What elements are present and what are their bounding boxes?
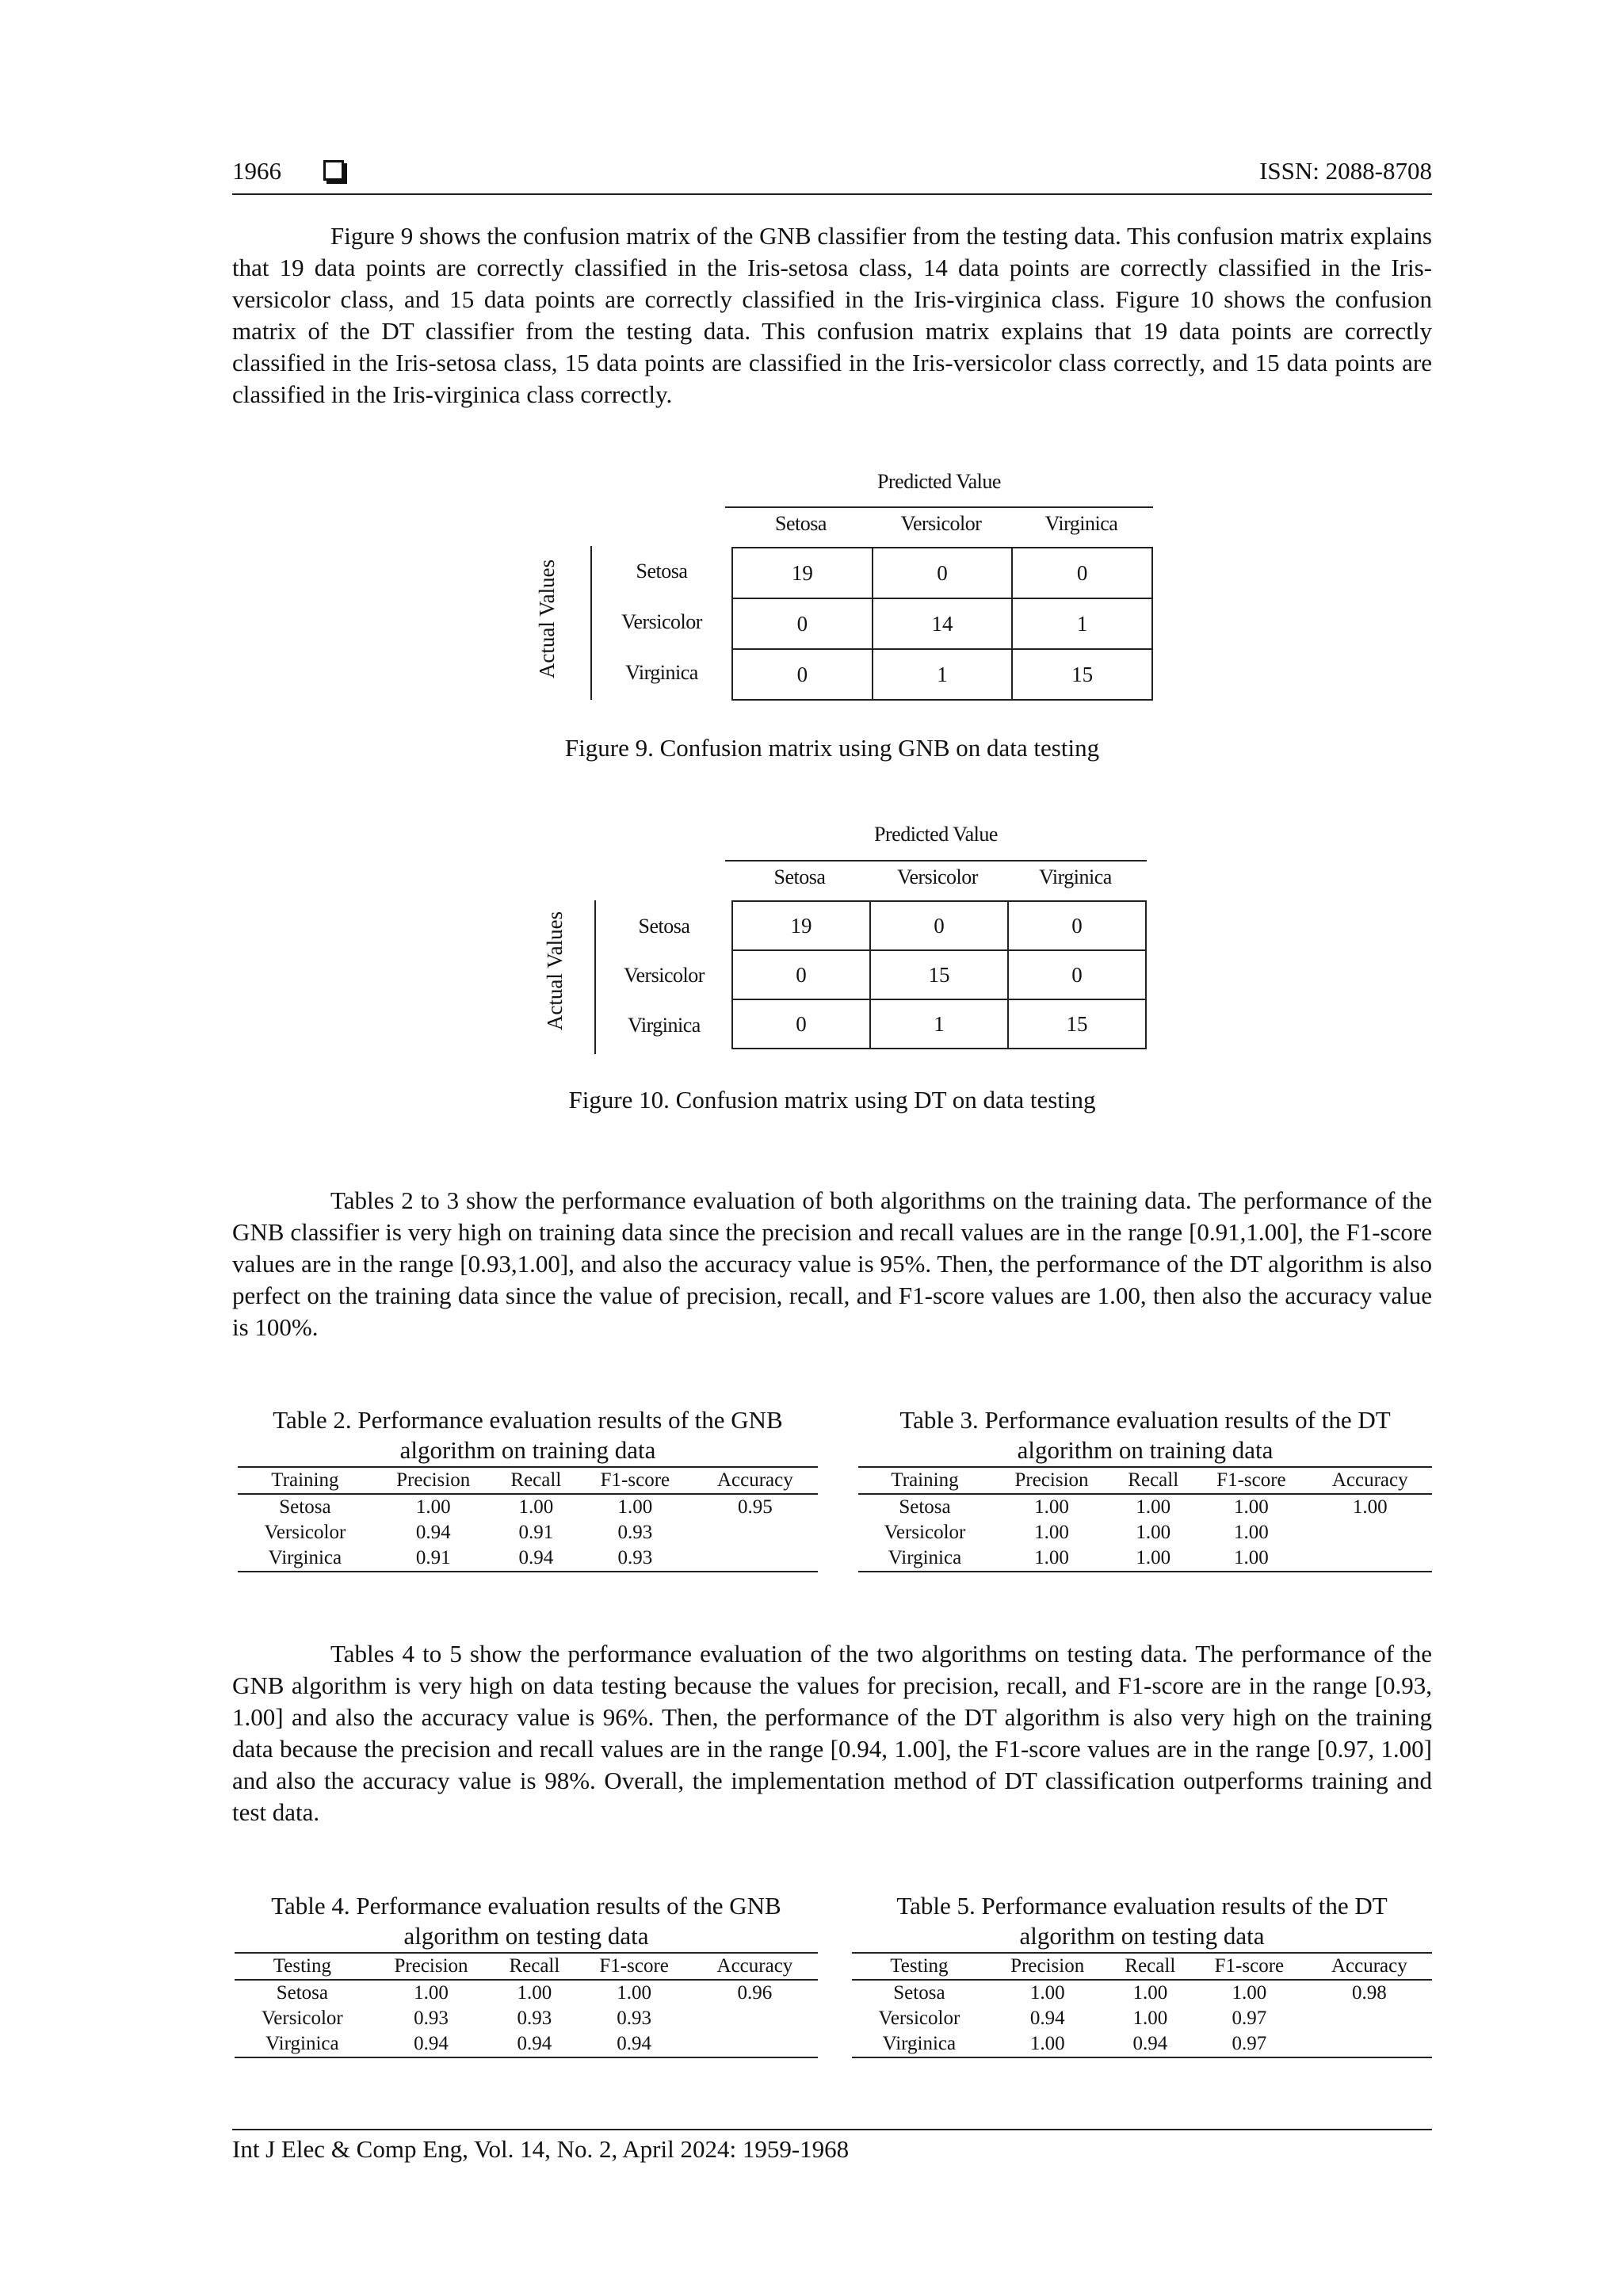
table-2 [238, 1405, 818, 1572]
table-cell: 0.94 [414, 2033, 449, 2054]
matrix-cell: 15 [1012, 649, 1152, 700]
table-row [235, 2006, 818, 2031]
table-cell [1308, 1545, 1432, 1572]
divider [725, 860, 1147, 861]
matrix-cell: 1 [870, 999, 1008, 1049]
predicted-value-label: Predicted Value [877, 470, 1001, 493]
actual-values-label: Actual Values [535, 559, 559, 679]
table-cell [1307, 2006, 1432, 2031]
page-footer [232, 2129, 1432, 2164]
journal-citation: Int J Elec & Comp Eng, Vol. 14, No. 2, April 2024: 1959-1968 [232, 2135, 850, 2163]
table-cell: Versicolor [878, 2008, 960, 2029]
table-cell: 1.00 [1029, 2033, 1065, 2054]
matrix-cell: 15 [870, 950, 1008, 999]
paragraph-3: Tables 4 to 5 show the performance evaluation of the two algorithms on testing data. The performance of the GNB algorithm is very high on data testing because the values for precision, recall, and F1-score are in the range [0.93, 1.00] and also the accuracy value is 96%. Then, the performance of the DT algorithm is also very high on the training data because the precision and recall values are in the range [0.94, 1.00], the F1-score values are in the range [0.97, 1.00] and also the accuracy value is 98%. Overall, the implementation method of DT classification outperforms training and test data. [232, 1640, 1432, 1826]
column-header: Testing [890, 1955, 949, 1977]
divider [590, 546, 592, 700]
table-5 [852, 1891, 1432, 2058]
results-table [852, 1952, 1432, 2058]
table-cell: 1.00 [415, 1496, 451, 1518]
table-cell: 0.93 [517, 2008, 552, 2029]
paragraph-2: Tables 2 to 3 show the performance evaluation of both algorithms on the training data. The performance of the GNB classifier is very high on training data since the precision and recall values are in the range [0.91,1.00], the F1-score values are in the range [0.93,1.00], and also the accuracy value is 95%. Then, the performance of the DT algorithm is also perfect on the training data since the value of precision, recall, and F1-score values are 1.00, then also the accuracy value is 100%. [232, 1186, 1432, 1341]
matrix-cell: 1 [1012, 598, 1152, 649]
column-header: F1-score [599, 1955, 669, 1977]
table-cell: Versicolor [884, 1522, 966, 1543]
page-number: 1966 [232, 157, 281, 185]
table-cell: 0.94 [1132, 2033, 1168, 2054]
page-header [232, 155, 1432, 195]
table-cell: 1.00 [414, 1982, 449, 2004]
table-cell: 1.00 [1034, 1496, 1069, 1518]
table-cell: 1.00 [1136, 1496, 1171, 1518]
table-cell: 1.00 [1132, 1982, 1168, 2004]
col-header: Versicolor [897, 865, 978, 888]
table-cell [693, 1520, 818, 1545]
table-cell: 1.00 [617, 1496, 653, 1518]
table-row [235, 1980, 818, 2006]
actual-values-label: Actual Values [543, 911, 567, 1031]
table-cell: Setosa [899, 1496, 951, 1518]
square-bullet-icon [323, 160, 344, 181]
divider [725, 506, 1153, 508]
table-cell: Versicolor [261, 2008, 343, 2029]
table-4 [235, 1891, 818, 2058]
table-cell: 1.00 [518, 1496, 554, 1518]
table-cell [693, 1545, 818, 1572]
table-cell: 0.97 [1232, 2008, 1267, 2029]
divider [594, 900, 596, 1054]
table-row [238, 1545, 818, 1572]
predicted-value-label: Predicted Value [874, 823, 998, 846]
matrix-grid [731, 547, 1153, 701]
col-header: Versicolor [900, 512, 982, 535]
column-header: Accuracy [1331, 1469, 1408, 1491]
matrix-cell: 15 [1008, 999, 1146, 1049]
table-cell: Setosa [276, 1982, 328, 2004]
column-header: F1-score [600, 1469, 670, 1491]
table-row [858, 1545, 1432, 1572]
table-row [858, 1494, 1432, 1520]
column-header: Precision [394, 1955, 468, 1977]
table-cell: 0.91 [518, 1522, 554, 1543]
table-cell: 0.94 [617, 2033, 652, 2054]
row-header: Versicolor [624, 964, 705, 987]
column-header: Accuracy [716, 1955, 793, 1977]
results-table [235, 1952, 818, 2058]
column-header: Training [271, 1469, 339, 1491]
table-row [858, 1520, 1432, 1545]
table-caption: Table 4. Performance evaluation results of the GNB algorithm on testing data [271, 1892, 781, 1950]
table-cell [1307, 2031, 1432, 2057]
col-header: Setosa [775, 512, 827, 535]
paragraph-1: Figure 9 shows the confusion matrix of the GNB classifier from the testing data. This confusion matrix explains that 19 data points are correctly classified in the Iris-setosa class, 14 data points are correctly classified in the Iris-versicolor class, and 15 data points are correctly classified in the Iris-virginica class. Figure 10 shows the confusion matrix of the DT classifier from the testing data. This confusion matrix explains that 19 data points are correctly classified in the Iris-setosa class, 15 data points are classified in the Iris-versicolor class correctly, and 15 data points are classified in the Iris-virginica class correctly. [232, 222, 1432, 408]
column-header: Recall [510, 1469, 562, 1491]
table-cell: 1.00 [617, 1982, 652, 2004]
table-cell: 1.00 [1234, 1496, 1269, 1518]
column-header: Testing [273, 1955, 331, 1977]
table-cell: 1.00 [517, 1982, 552, 2004]
table-cell: 0.93 [617, 2008, 652, 2029]
table-row [852, 2031, 1432, 2057]
row-header: Setosa [636, 560, 688, 583]
table-cell: Setosa [279, 1496, 331, 1518]
column-header: Precision [1014, 1469, 1089, 1491]
table-cell: 1.00 [1132, 2008, 1168, 2029]
table-cell: 0.94 [1029, 2008, 1065, 2029]
column-header: Accuracy [1331, 1955, 1407, 1977]
column-header: Accuracy [716, 1469, 793, 1491]
row-header: Virginica [625, 661, 698, 684]
column-header: Precision [396, 1469, 471, 1491]
table-cell [692, 2031, 818, 2057]
table-cell: 0.94 [415, 1522, 451, 1543]
table-cell: 1.00 [1029, 1982, 1065, 2004]
table-cell: 0.94 [517, 2033, 552, 2054]
matrix-cell: 0 [1008, 950, 1146, 999]
table-row [852, 1980, 1432, 2006]
table-cell: 1.00 [1232, 1982, 1267, 2004]
table-cell: 1.00 [1234, 1547, 1269, 1568]
column-header: F1-score [1214, 1955, 1285, 1977]
table-cell: 1.00 [1034, 1547, 1069, 1568]
matrix-cell: 0 [873, 548, 1013, 598]
table-row [235, 2031, 818, 2057]
column-header: Recall [1125, 1955, 1176, 1977]
table-row [238, 1494, 818, 1520]
table-cell: 1.00 [1136, 1547, 1171, 1568]
table-cell: 0.91 [415, 1547, 451, 1568]
column-header: Recall [1128, 1469, 1179, 1491]
matrix-cell: 0 [732, 598, 873, 649]
column-header: Training [891, 1469, 959, 1491]
table-cell: Virginica [268, 1547, 342, 1568]
column-header: Precision [1010, 1955, 1085, 1977]
matrix-cell: 0 [870, 901, 1008, 950]
table-cell: 1.00 [1034, 1522, 1069, 1543]
table-cell: 0.95 [737, 1496, 773, 1518]
table-row [238, 1520, 818, 1545]
table-cell [692, 2006, 818, 2031]
table-cell: Setosa [893, 1982, 945, 2004]
table-cell: Virginica [888, 1547, 962, 1568]
table-cell: Virginica [265, 2033, 339, 2054]
col-header: Virginica [1039, 865, 1112, 888]
row-header: Versicolor [621, 610, 702, 633]
matrix-cell: 0 [1008, 901, 1146, 950]
figure-9-caption: Figure 9. Confusion matrix using GNB on data testing [564, 734, 1100, 762]
results-table [238, 1466, 818, 1572]
column-header: Recall [509, 1955, 560, 1977]
table-cell: 1.00 [1352, 1496, 1388, 1518]
matrix-cell: 1 [873, 649, 1013, 700]
results-table [858, 1466, 1432, 1572]
table-cell: 0.93 [617, 1547, 653, 1568]
matrix-cell: 0 [1012, 548, 1152, 598]
table-3 [858, 1405, 1432, 1572]
issn: ISSN: 2088-8708 [1259, 157, 1432, 185]
table-cell: 1.00 [1136, 1522, 1171, 1543]
table-cell: 0.96 [737, 1982, 773, 2004]
matrix-cell: 0 [732, 950, 870, 999]
matrix-cell: 19 [732, 548, 873, 598]
table-caption: Table 5. Performance evaluation results of the DT algorithm on testing data [896, 1892, 1388, 1950]
table-cell: Virginica [882, 2033, 957, 2054]
table-cell: Versicolor [264, 1522, 346, 1543]
table-caption: Table 3. Performance evaluation results of the DT algorithm on training data [899, 1406, 1391, 1464]
matrix-cell: 14 [873, 598, 1013, 649]
col-header: Setosa [773, 865, 826, 888]
matrix-grid [731, 900, 1147, 1049]
table-cell: 0.98 [1351, 1982, 1387, 2004]
table-cell: 0.93 [617, 1522, 653, 1543]
column-header: F1-score [1216, 1469, 1286, 1491]
table-cell: 0.93 [414, 2008, 449, 2029]
col-header: Virginica [1044, 512, 1118, 535]
table-cell [1308, 1520, 1432, 1545]
matrix-cell: 19 [732, 901, 870, 950]
matrix-cell: 0 [732, 999, 870, 1049]
table-cell: 0.97 [1232, 2033, 1267, 2054]
table-row [852, 2006, 1432, 2031]
table-caption: Table 2. Performance evaluation results of the GNB algorithm on training data [273, 1406, 783, 1464]
matrix-cell: 0 [732, 649, 873, 700]
row-header: Setosa [638, 915, 690, 938]
table-cell: 0.94 [518, 1547, 554, 1568]
row-header: Virginica [628, 1014, 701, 1037]
table-cell: 1.00 [1234, 1522, 1269, 1543]
figure-10-caption: Figure 10. Confusion matrix using DT on data testing [568, 1086, 1096, 1114]
